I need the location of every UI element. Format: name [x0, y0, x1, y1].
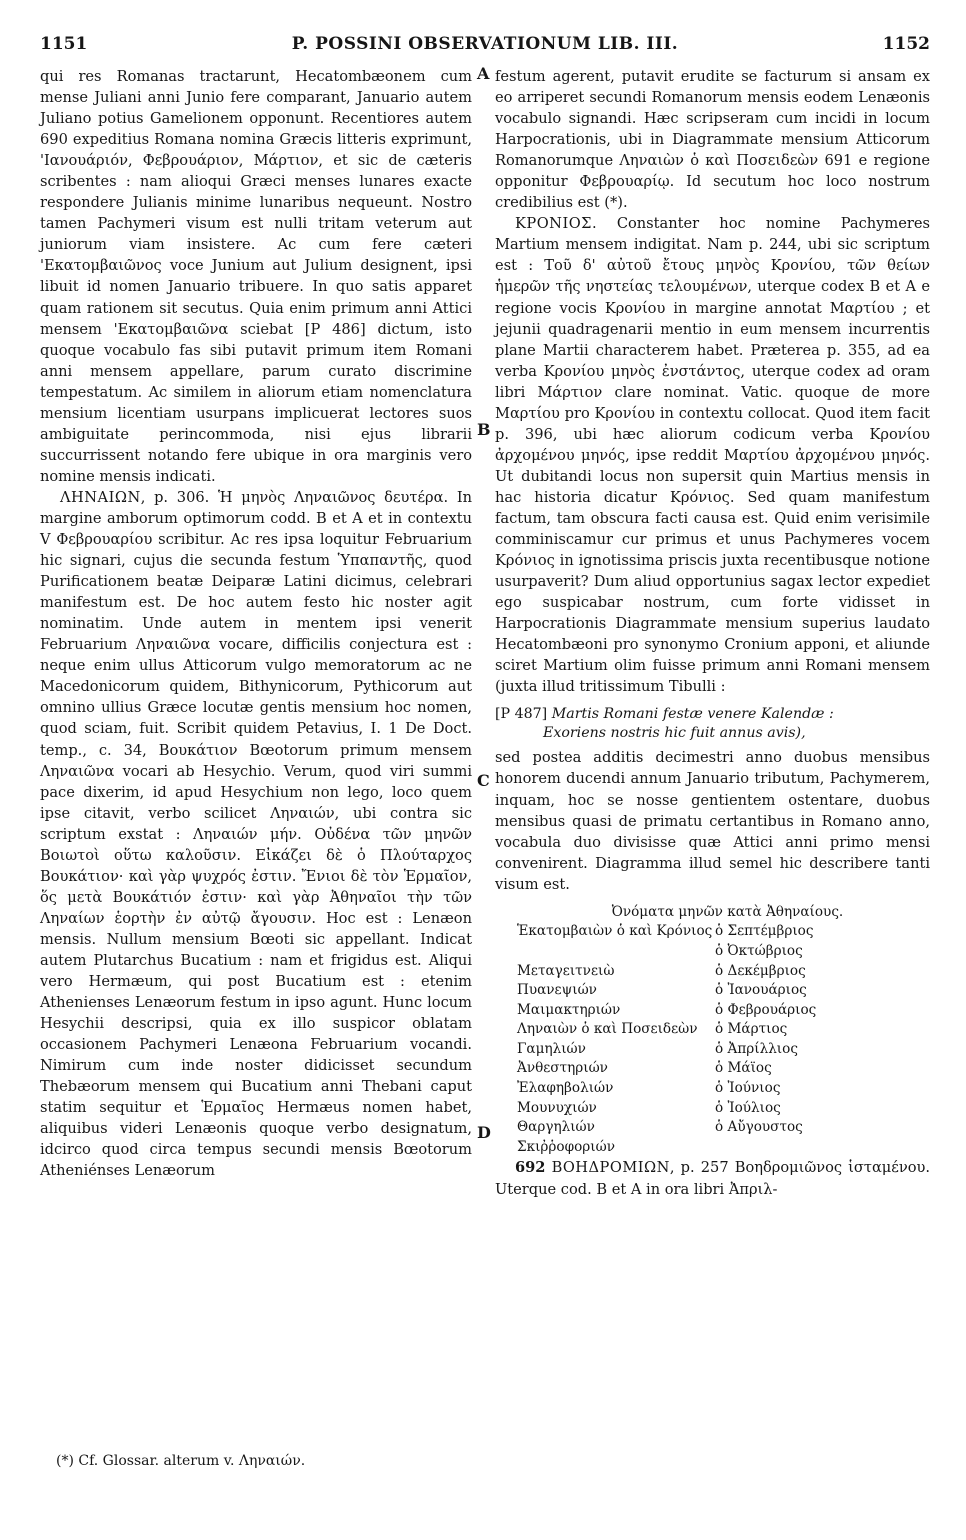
verse-line-2: Exoriens nostris hic fuit annus avis), [543, 725, 806, 742]
table-row [495, 1020, 930, 1040]
roman-month: ὁ Ὀκτώβριος [715, 942, 803, 959]
roman-month [715, 1138, 930, 1158]
margin-marker-b: B [477, 420, 491, 439]
footnote: (*) Cf. Glossar. alterum v. Ληναιών. [56, 1453, 306, 1469]
table-row [495, 1138, 930, 1158]
roman-month: ὁ Μάϊος [715, 1060, 772, 1077]
right-paragraph-2 [495, 213, 930, 697]
margin-marker-a: A [477, 64, 490, 83]
margin-marker-d: D [477, 1123, 491, 1142]
entry-keyword: ΚΡΟΝΙΟΣ [515, 215, 593, 233]
roman-month: ὁ Φεβρουάριος [715, 1001, 817, 1018]
attic-month: Ἐλαφηβολιών [517, 1080, 614, 1097]
left-page-number: 1151 [40, 34, 88, 54]
entry-keyword: ΛΗΝΑΙΩΝ [60, 488, 141, 506]
right-paragraph-3: sed postea additis decimestri anno duobus mensibus honorem ducendi annum Januario tributum, Pachymerem, inquam, hoc se nosse gentientem ostentare, duobus mensibus quasi de primatu certantibus in Romano anno, vocabula duo divisisse quæ Attici anni primo mensi convenirent. Diagramma illud semel hic describere tanti visum est. [495, 749, 930, 893]
roman-month: ὁ Αὔγουστος [715, 1119, 803, 1136]
section-number: 692 [515, 1159, 546, 1177]
months-table [495, 903, 930, 1158]
attic-month: Μουνυχιών [517, 1099, 597, 1116]
attic-month [495, 942, 715, 962]
right-page-number: 1152 [882, 34, 930, 54]
entry-keyword: ΒΟΗΔΡΟΜΙΩΝ [551, 1159, 670, 1177]
right-paragraph-4 [495, 1157, 930, 1199]
attic-month: Ἑκατομβαιὼν ὁ καὶ Κρόνιος [517, 923, 713, 940]
verse-line-1-text: Martis Romani festæ venere Kalendæ : [551, 706, 834, 723]
margin-marker-c: C [477, 771, 490, 790]
table-row [495, 1059, 930, 1079]
margin-markers [473, 0, 495, 1540]
roman-month: ὁ Ἰούλιος [715, 1099, 781, 1116]
table-row [495, 962, 930, 982]
roman-month: ὁ Ἰανουάριος [715, 982, 807, 999]
attic-month: Ληναιὼν ὁ καὶ Ποσειδεὼν [517, 1021, 698, 1038]
table-row [495, 1040, 930, 1060]
table-row [495, 922, 930, 942]
running-title: P. POSSINI OBSERVATIONUM LIB. III. [291, 34, 679, 54]
table-row [495, 1079, 930, 1099]
left-paragraph-2 [40, 487, 472, 1182]
right-paragraph-4-text: , p. 257 Βοηδρομιῶνος ἱσταμένου. Uterque cod. B et A in ora libri Ἀπριλ- [495, 1159, 931, 1198]
table-row [495, 981, 930, 1001]
attic-month: Θαργηλιών [517, 1119, 595, 1136]
attic-month: Μεταγειτνειὼ [517, 962, 615, 979]
table-row [495, 1099, 930, 1119]
roman-month: ὁ Μάρτιος [715, 1021, 788, 1038]
right-paragraph-2-text: . Constanter hoc nomine Pachymeres Martium mensem indigitat. Nam p. 244, ubi sic scriptum est : Τοῦ δ' αὐτοῦ ἔτους μηνὸς Κρονίου, τῶν θείων ἡμερῶν τῆς νηστείας τελουμένων, uterque codex B et A e regione vocis Κρονίου in margine annotat Μαρτίου ; et jejunii quadragenarii mentio in eum mensem incurrentis plane Martii characterem habet. Præterea p. 355, ad ea verba Κρονίου μηνὸς ἐνστάντος, uterque codex ad oram libri Μάρτιον clare nominat. Vatic. quoque de more Μαρτίου pro Κρονίου in contextu collocat. Quod item facit p. 396, ubi hæc aliorum codicum verba Κρονίου ἀρχομένου μηνός, ipse reddit Μαρτίου ἀρχομένου μηνός. Ut dubitandi locus non supersit quin Martius mensis in hac historia dicatur Κρόνιος. Sed quam manifestum factum, tam obscura facti causa est. Quid enim verisimile comminiscamur cur primus et unus Pachymeres vocem Κρόνιος in ignotissima priscis juxta recentibusque notione usurpaverit? Dum aliud opportunius sagax lector expediet ego suspicabar nostrum, cum forte vidisset in Harpocrationis Diagrammate mensium superius laudato Hecatombæoni pro synonymo Cronium apponi, et aliunde sciret Martium olim fuisse primum anni Romani mensem (juxta illud tritissimum Tibulli : [495, 215, 930, 696]
table-row [495, 942, 930, 962]
roman-month: ὁ Ἀπρίλλιος [715, 1040, 798, 1057]
attic-month: Γαμηλιών [517, 1040, 586, 1057]
right-column [495, 66, 930, 1200]
attic-month: Μαιμακτηριών [517, 1001, 621, 1018]
attic-month: Ἀνθεστηριών [517, 1060, 608, 1077]
attic-month: Πυανεψιών [517, 982, 597, 999]
table-row [495, 1118, 930, 1138]
roman-month: ὁ Σεπτέμβριος [715, 923, 814, 940]
left-paragraph-2-text: , p. 306. Ἡ μηνὸς Ληναιῶνος δευτέρα. In margine amborum optimorum codd. B et A et in contextu V Φεβρουαρίου scribitur. Ac res ipsa loquitur Februarium hic signari, cujus die secunda festum Ὑπαπαντῆς, quod Purificationem beatæ Deiparæ Latini dicimus, celebrari manifestum est. De hoc autem festo hic noster agit nominatim. Unde autem in mentem ipsi venerit Februarium Ληναιῶνα vocare, difficilis conjectura est : neque enim ullus Atticorum vulgo memoratorum ac ne Macedonicorum quidem, Bithynicorum, Pythicorum aut omnino ullius Græce locutæ gentis mensium hoc nomen, quod sciam, fuit. Scribit quidem Petavius, I. 1 De Doct. temp., c. 34, Βουκάτιον Bœotorum primum mensem Ληναιῶνα vocari ab Hesychio. Verum, quod viri summi pace dixerim, id apud Hesychium non lego, loco quem ipse citavit, verbo scilicet Ληναιών, ubi contra sic scriptum exstat : Ληναιών μήν. Οὐδένα τῶν μηνῶν Βοιωτοὶ οὕτω καλοῦσιν. Εἰκάζει δὲ ὁ Πλούταρχος Βουκάτιον· καὶ γὰρ ψυχρός ἐστιν. Ἔνιοι δὲ τὸν Ἑρμαῖον, ὅς μετὰ Βουκάτιόν ἐστιν· καὶ γὰρ Ἀθηναῖοι τὴν τῶν Ληναίων ἑορτὴν ἐν αὐτῷ ἄγουσιν. Hoc est : Lenæon mensis. Nullum mensium Bœoti sic appellant. Indicat autem Plutarchus Bucatium : nam et frigidus est. Aliqui vero Hermæum, qui post Bucatium est : etenim Athenienses Lenæorum festum in ipso agunt. Hunc locum Hesychii descripsi, quia ex illo suspicor oblatam occasionem Pachymeri Lenæona Februarium vocandi. Nimirum cum inde noster didicisset secundum Thebæorum mensem qui Bucatium anni Thebani caput statim sequitur et Ἑρμαῖος Hermæus nomen habet, aliquibus videri Lenæonis quoque verbo designatum, idcirco quod circa tempus secundi mensis Bœotorum Atheniénses Lenæorum [40, 488, 472, 1180]
left-column [40, 66, 472, 1181]
roman-month: ὁ Δεκέμβριος [715, 962, 806, 979]
left-paragraph-1: qui res Romanas tractarunt, Hecatombæonem cum mense Juliani anni Junio fere comparant, Januario autem Juliano potius Gamelionem opponunt. Recentiores autem 690 expeditius Romana nomina Græcis litteris exprimunt, 'Ιανουάριόν, Φεβρουάριον, Μάρτιον, et sic de cæteris scribentes : nam alioqui Græci menses lunares exacte respondere Julianis minime lunaribus nequeunt. Nostro tamen Pachymeri visum est nulli tritam veterum aut juniorum viam insistere. Ac cum fere cæteri 'Εκατομβαιῶνος voce Junium aut Julium designent, ipsi libuit id nomen Januario tribuere. In quo satis apparet quam rationem sit secutus. Quia enim primum anni Attici mensem 'Εκατομβαιῶνα sciebat [P 486] dictum, isto quoque vocabulo fas sibi putavit primum item Romani anni mensem appellare, parum curato discrimine tempestatum. Ac similem in aliorum etiam nomenclatura mensium licentiam usurpans implicuerat lectores suos ambiguitate perincommoda, nisi ejus librarii succurrissent notando fere ubique in ora marginis vero nomine mensis indicati. [40, 68, 472, 485]
months-table-body [495, 922, 930, 1157]
verse-page-ref: [P 487] [495, 706, 548, 723]
right-paragraph-1: festum agerent, putavit erudite se facturum si ansam ex eo arriperet secundi Romanorum mensis eodem Lenæonis vocabulo signandi. Hæc scripseram cum incidi in locum Harpocrationis, ubi in Diagrammate mensium Atticorum Romanorumque Ληναιὼν ὁ καὶ Ποσειδεὼν 691 e regione opponitur Φεβρουαρίῳ. Id secutum hoc loco nostrum credibilius est (*). [495, 68, 930, 212]
months-table-heading: Ὀνόματα μηνῶν κατὰ Ἀθηναίους. [611, 903, 844, 920]
attic-month: Σκιῤῥοφοριών [517, 1138, 615, 1155]
table-row [495, 1001, 930, 1021]
verse-line-1 [495, 705, 930, 724]
roman-month: ὁ Ἰούνιος [715, 1080, 781, 1097]
verse-quotation [495, 705, 930, 743]
